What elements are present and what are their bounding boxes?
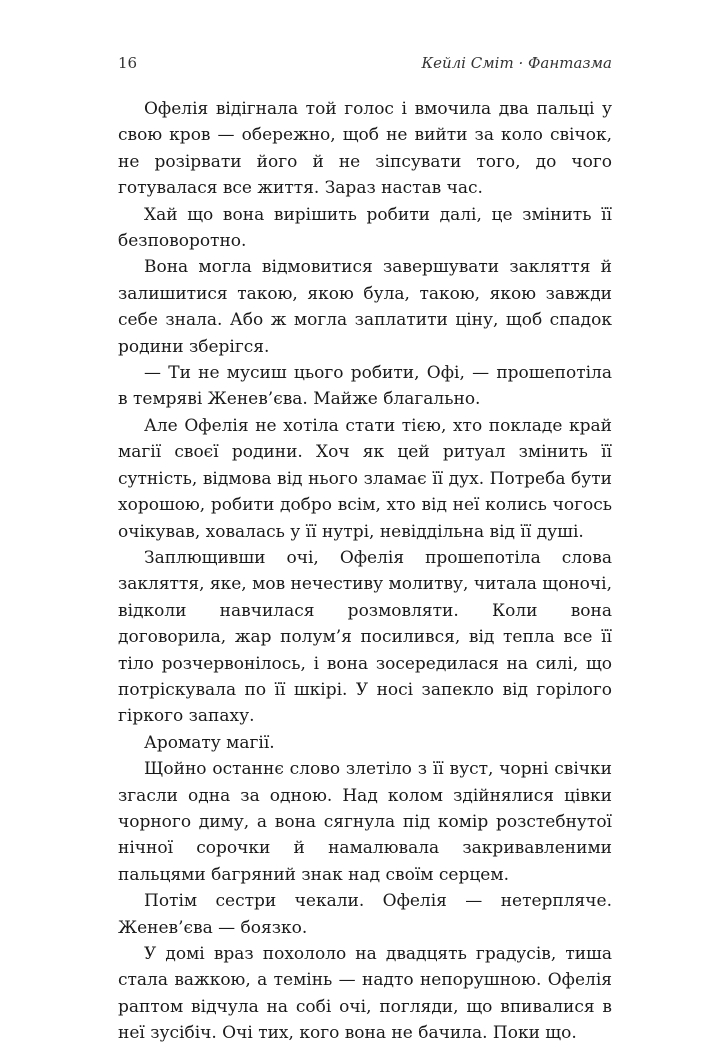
paragraph: — Ти не мусиш цього робити, Офі, — прошепотіла в темряві Женев’єва. Майже благально. — [118, 363, 612, 410]
running-head — [118, 54, 612, 76]
paragraph: Аромату магії. — [144, 732, 275, 753]
paragraph: Потім сестри чекали. Офелія — нетерпляче. Женев’єва — боязко. — [118, 891, 612, 938]
paragraph: Заплющивши очі, Офелія прошепотіла слова закляття, яке, мов нечестиву молитву, читала щоночі, відколи навчилася розмовляти. Коли вона договорила, жар полум’я посилився, від тепла все її тіло розчервонілось, і вона зосередилася на силі, що потріскувала по її шкірі. У носі запекло від горілого гіркого запаху. — [118, 547, 612, 727]
paragraph: Хай що вона вирішить робити далі, це змінить її безповоротно. — [118, 204, 612, 252]
paragraph: Але Офелія не хотіла стати тією, хто покладе край магії своєї родини. Хоч як цей ритуал змінить її сутність, відмова від нього зламає її дух. Потреба бути хорошою, робити добро всім, хто від неї колись чогось очікував, ховалась у її нутрі, невіддільна від її душі. — [118, 415, 612, 542]
paragraph: У домі враз похололо на двадцять градусів, тиша стала важкою, а темінь — надто непорушною. Офелія раптом відчула на собі очі, погляди, що впивалися в неї зусібіч. Очі тих, кого вона не бачила. Поки що. — [118, 944, 612, 1044]
paragraph: Офелія відігнала той голос і вмочила два пальці у свою кров — обережно, щоб не вийти за коло свічок, не розірвати його й не зіпсувати того, до чого готувалася все життя. Зараз настав час. — [118, 99, 612, 199]
page-number: 16 — [118, 54, 138, 72]
paragraph: Щойно останнє слово злетіло з її вуст, чорні свічки згасли одна за одною. Над колом здійнялися цівки чорного диму, а вона сягнула під комір розстебнутої нічної сорочки й намалювала закривавленими пальцями багряний знак над своїм серцем. — [118, 759, 612, 885]
running-title: Кейлі Сміт · Фантазма — [421, 54, 612, 72]
body-text — [118, 96, 612, 1047]
paragraph: Вона могла відмовитися завершувати закляття й залишитися такою, якою була, такою, якою завжди себе знала. Або ж могла заплатити ціну, щоб спадок родини зберігся. — [118, 257, 612, 357]
